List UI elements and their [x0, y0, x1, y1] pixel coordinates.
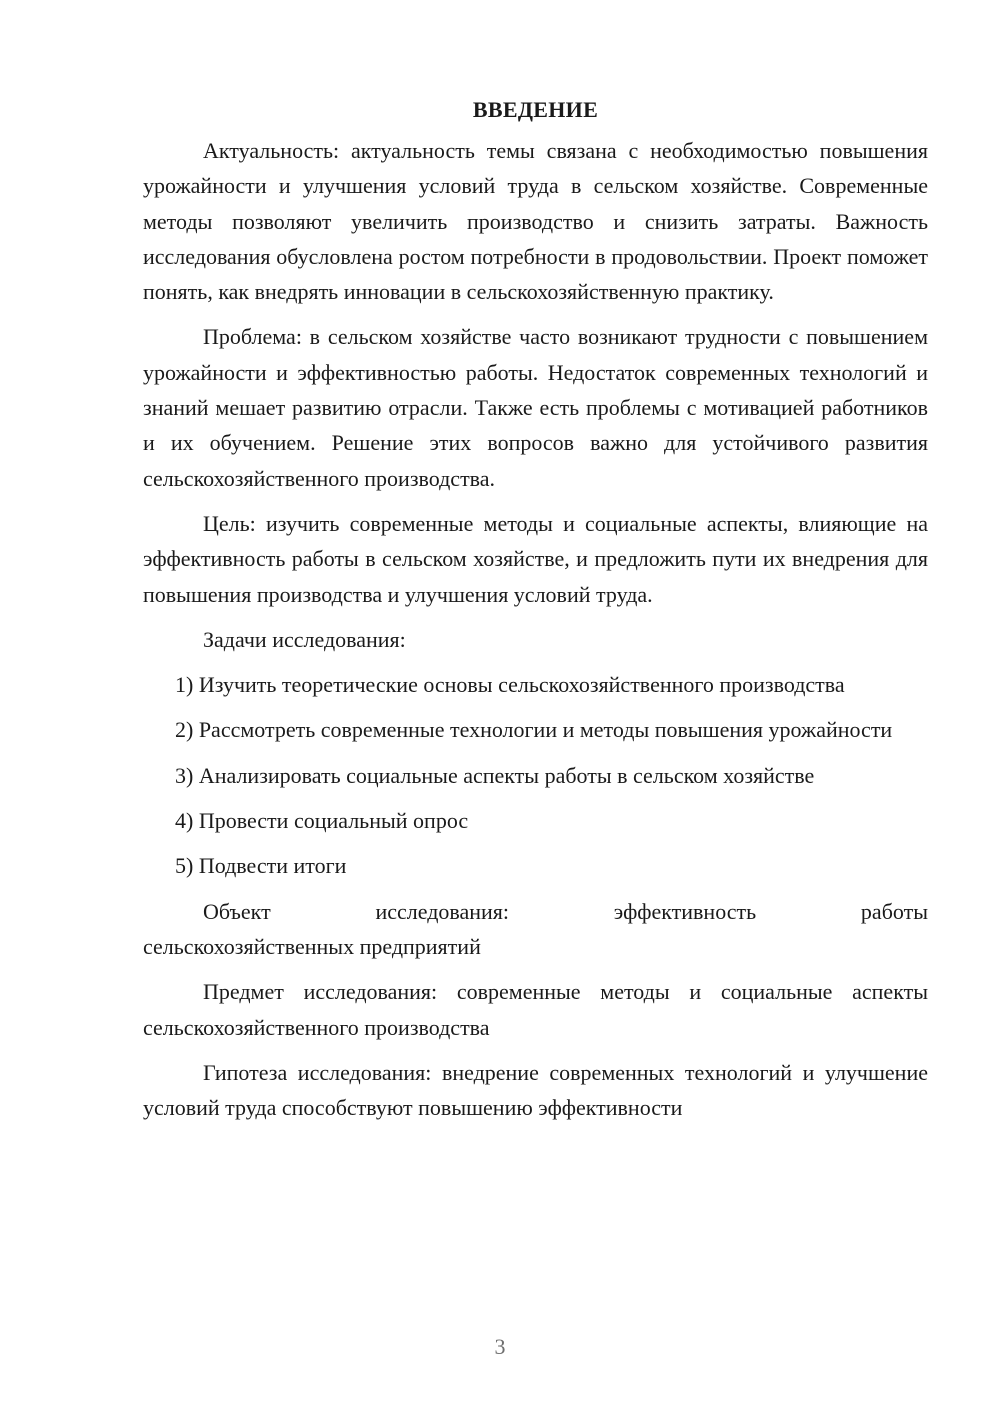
- paragraph-hypothesis: Гипотеза исследования: внедрение современных технологий и улучшение условий труда способствуют повышению эффективности: [143, 1059, 928, 1121]
- task-item-4: 4) Провести социальный опрос: [175, 808, 469, 834]
- paragraph-goal: Цель: изучить современные методы и социальные аспекты, влияющие на эффективность работы в сельском хозяйстве, и предложить пути их внедрения для повышения производства и улучшения условий труда.: [143, 510, 928, 607]
- tasks-title: Задачи исследования:: [203, 626, 406, 652]
- paragraph-problem: Проблема: в сельском хозяйстве часто возникают трудности с повышением урожайности и эффективностью работы. Недостаток современных технологий и знаний мешает развитию отрасли. Также есть проблемы с мотивацией работников и их обучением. Решение этих вопросов важно для устойчивого развития сельскохозяйственного производства.: [143, 324, 928, 491]
- document-body: [143, 92, 928, 1135]
- paragraph-subject: Предмет исследования: современные методы и социальные аспекты сельскохозяйственного производства: [143, 979, 928, 1040]
- paragraph-object-line2: сельскохозяйственных предприятий: [143, 933, 481, 959]
- page-number: 3: [494, 1334, 506, 1359]
- section-heading: ВВЕДЕНИЕ: [472, 97, 599, 122]
- task-item-3: 3) Анализировать социальные аспекты работы в сельском хозяйстве: [175, 762, 815, 788]
- paragraph-relevance: Актуальность: актуальность темы связана с необходимостью повышения урожайности и улучшения условий труда в сельском хозяйстве. Современные методы позволяют увеличить производство и снизить затраты. Важность исследования обусловлена ростом потребности в продовольствии. Проект поможет понять, как внедрять инновации в сельскохозяйственную практику.: [143, 138, 928, 305]
- task-item-5: 5) Подвести итоги: [175, 853, 347, 879]
- task-item-2: 2) Рассмотреть современные технологии и методы повышения урожайности: [175, 717, 893, 743]
- task-item-1: 1) Изучить теоретические основы сельскохозяйственного производства: [175, 672, 845, 698]
- paragraph-object-line1: Объект исследования: эффективность работы: [203, 898, 928, 924]
